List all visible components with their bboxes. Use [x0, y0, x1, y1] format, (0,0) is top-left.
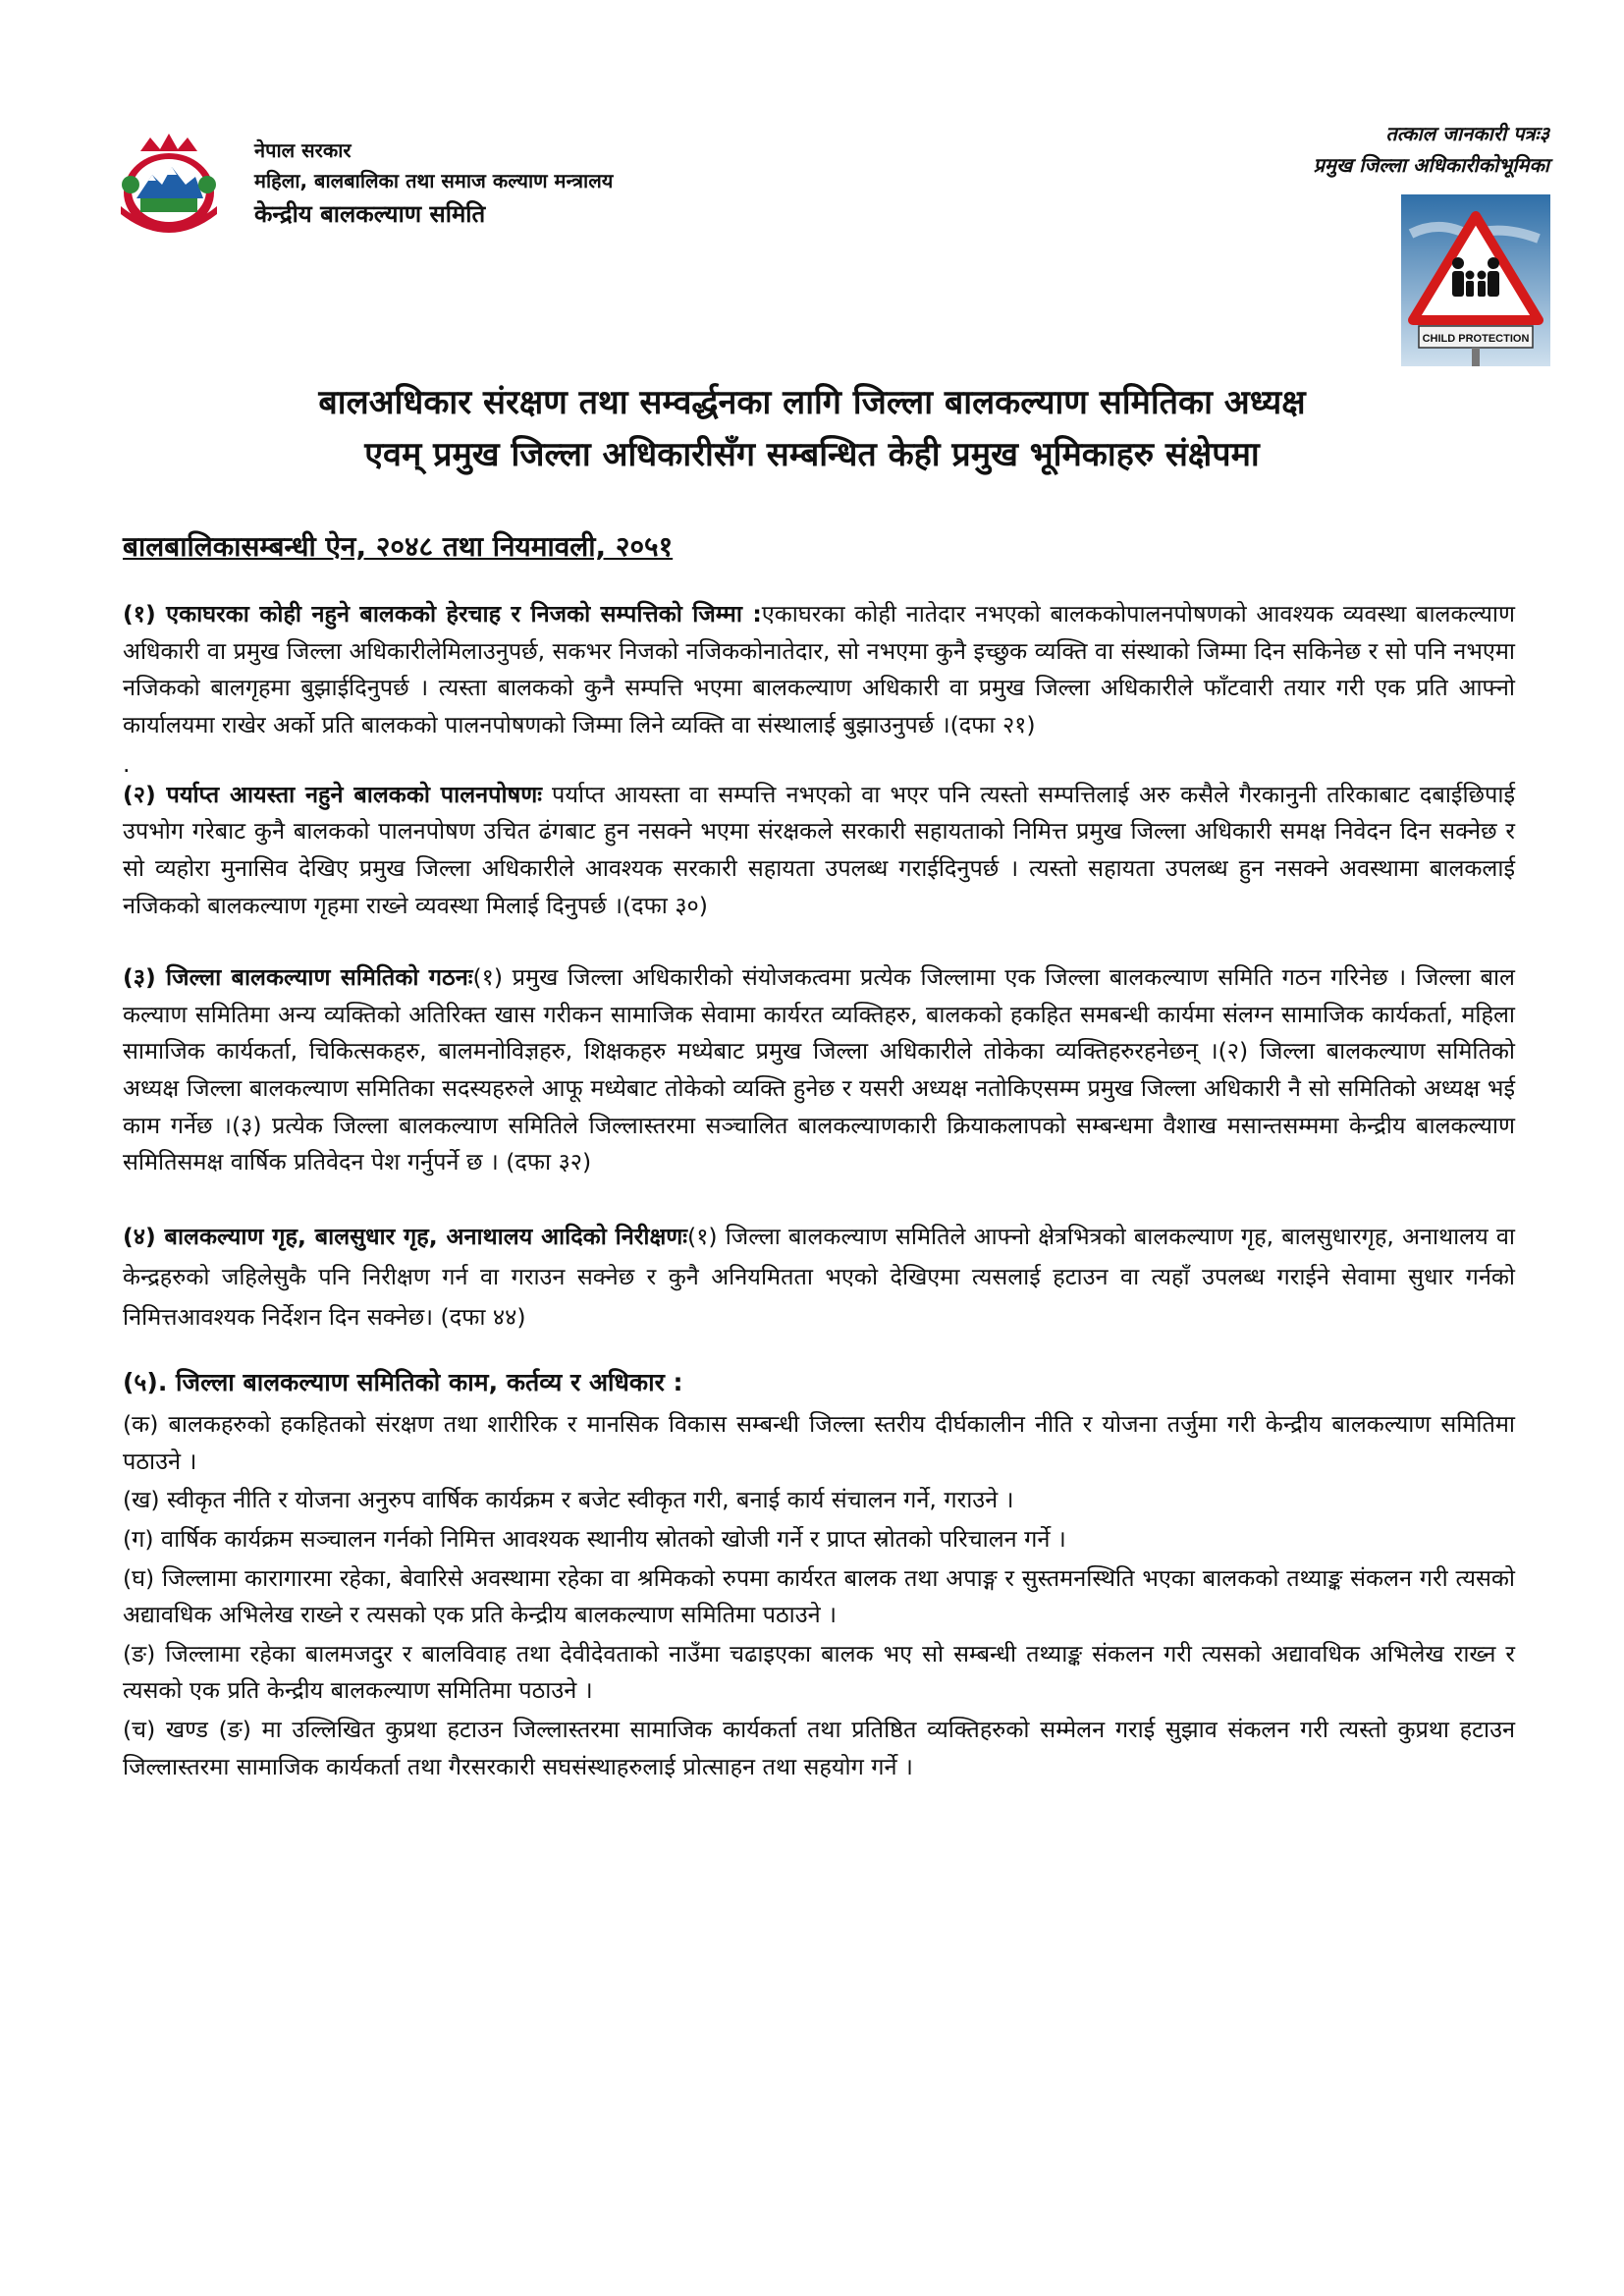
section-2-text — [123, 777, 1515, 924]
section-3 — [123, 959, 1515, 1181]
section-2-heading: (२) पर्याप्त आयस्ता नहुने बालकको पालनपोषणः — [123, 780, 542, 808]
info-sheet-number: तत्काल जानकारी पत्रः३ — [1385, 122, 1549, 145]
info-sheet-label — [1314, 118, 1549, 181]
section-2-body: पर्याप्त आयस्ता वा सम्पत्ति नभएको वा भएर पनि त्यस्तो सम्पत्तिलाई अरु कसैले गैरकानुनी तरिकाबाट दबाईछिपाई उपभोग गरेबाट कुनै बालकको पालनपोषण उचित ढंगबाट हुन नसक्ने भएमा संरक्षकले सरकारी सहायताको निमित्त प्रमुख जिल्ला अधिकारी समक्ष निवेदन दिन सक्नेछ र सो व्यहोरा मुनासिव देखिए प्रमुख जिल्ला अधिकारीले आवश्यक सरकारी सहायता उपलब्ध गराईदिनुपर्छ । त्यस्तो सहायता उपलब्ध हुन नसक्ने अवस्थामा बालकलाई नजिकको बालकल्याण गृहमा राख्ने व्यवस्था मिलाई दिनुपर्छ ।(दफा ३०) — [123, 780, 1515, 919]
child-protection-image — [1401, 194, 1550, 366]
duty-item-kha: (ख) स्वीकृत नीति र योजना अनुरुप वार्षिक कार्यक्रम र बजेट स्वीकृत गरी, बनाई कार्य संचालन गर्ने, गराउने । — [123, 1486, 1014, 1514]
section-4 — [123, 1217, 1515, 1338]
nepal-government-emblem — [101, 130, 237, 247]
council-name: केन्द्रीय बालकल्याण समिति — [254, 200, 486, 228]
section-4-body: (१) जिल्ला बालकल्याण समितिले आफ्नो क्षेत्रभित्रको बालकल्याण गृह, बालसुधारगृह, अनाथालय वा केन्द्रहरुको जहिलेसुकै पनि निरीक्षण गर्न वा गराउन सक्नेछ र कुनै अनियमितता भएको देखिएमा त्यसलाई हटाउन वा त्यहाँ उपलब्ध गराईने सेवामा सुधार गर्नको निमित्तआवश्यक निर्देशन दिन सक्नेछ। (दफा ४४) — [123, 1222, 1515, 1332]
title-line-2: एवम् प्रमुख जिल्ला अधिकारीसँग सम्बन्धित केही प्रमुख भूमिकाहरु संक्षेपमा — [364, 434, 1260, 474]
section-3-body: (१) प्रमुख जिल्ला अधिकारीको संयोजकत्वमा प्रत्येक जिल्लामा एक जिल्ला बालकल्याण समिति गठन गरिनेछ । जिल्ला बाल कल्याण समितिमा अन्य व्यक्तिको अतिरिक्त खास गरीकन सामाजिक सेवामा कार्यरत व्यक्तिहरु, बालकको हकहित समबन्धी कार्यमा संलग्न सामाजिक कार्यकर्ता, महिला सामाजिक कार्यकर्ता, चिकित्सकहरु, बालमनोविज्ञहरु, शिक्षकहरु मध्येबाट प्रमुख जिल्ला अधिकारीले तोकेका व्यक्तिहरुरहनेछन् ।(२) जिल्ला बालकल्याण समितिको अध्यक्ष जिल्ला बालकल्याण समितिका सदस्यहरुले आफू मध्येबाट तोकेको व्यक्ति हुनेछ र यसरी अध्यक्ष नतोकिएसम्म प्रमुख जिल्ला अधिकारी नै सो समितिको अध्यक्ष भई काम गर्नेछ ।(३) प्रत्येक जिल्ला बालकल्याण समितिले जिल्लास्तरमा सञ्चालित बालकल्याणकारी क्रियाकलापको सम्बन्धमा वैशाख मसान्तसम्ममा केन्द्रीय बालकल्याण समितिसमक्ष वार्षिक प्रतिवेदन पेश गर्नुपर्ने छ । (दफा ३२) — [123, 963, 1515, 1176]
duty-item-nga: (ङ) जिल्लामा रहेका बालमजदुर र बालविवाह तथा देवीदेवताको नाउँमा चढाइएका बालक भए सो सम्बन्धी तथ्याङ्क संकलन गरी त्यसको अद्यावधिक अभिलेख राख्न र त्यसको एक प्रति केन्द्रीय बालकल्याण समितिमा पठाउने । — [123, 1639, 1515, 1705]
duty-item-gha: (घ) जिल्लामा कारागारमा रहेका, बेवारिसे अवस्थामा रहेका वा श्रमिकको रुपमा कार्यरत बालक तथा अपाङ्ग र सुस्तमनस्थिति भएका बालकको तथ्याङ्क संकलन गरी त्यसको अद्यावधिक अभिलेख राख्ने र त्यसको एक प्रति केन्द्रीय बालकल्याण समितिमा पठाउने । — [123, 1563, 1515, 1629]
duty-item-ka: (क) बालकहरुको हकहितको संरक्षण तथा शारीरिक र मानसिक विकास सम्बन्धी जिल्ला स्तरीय दीर्घकालीन नीति र योजना तर्जुमा गरी केन्द्रीय बालकल्याण समितिमा पठाउने । — [123, 1410, 1515, 1475]
government-name: नेपाल सरकार — [254, 138, 352, 162]
document-title — [0, 377, 1624, 480]
office-header — [254, 136, 613, 233]
section-3-heading: (३) जिल्ला बालकल्याण समितिको गठनः — [123, 963, 473, 992]
section-3-text — [123, 959, 1515, 1181]
ministry-name: महिला, बालबालिका तथा समाज कल्याण मन्त्रालय — [254, 169, 614, 192]
section-1 — [123, 596, 1515, 743]
section-1-body: एकाघरका कोही नातेदार नभएको बालककोपालनपोषणको आवश्यक व्यवस्था बालकल्याण अधिकारी वा प्रमुख जिल्ला अधिकारीलेमिलाउनुपर्छ, सकभर निजको नजिककोनातेदार, सो नभएमा कुनै इच्छुक व्यक्ति वा संस्थाको जिम्मा दिन सकिनेछ र सो पनि नभएमा नजिकको बालगृहमा बुझाईदिनुपर्छ । त्यस्ता बालकको कुनै सम्पत्ति भएमा बालकल्याण अधिकारी वा प्रमुख जिल्ला अधिकारीले फाँटवारी तयार गरी एक प्रति आफ्नो कार्यालयमा राखेर अर्को प्रति बालकको पालनपोषणको जिम्मा लिने व्यक्ति वा संस्थालाई बुझाउनुपर्छ ।(दफा २१) — [123, 600, 1515, 738]
child-protection-sign-text: CHILD PROTECTION — [1422, 333, 1530, 345]
section-1-text — [123, 596, 1515, 743]
section-4-heading: (४) बालकल्याण गृह, बालसुधार गृह, अनाथालय आदिको निरीक्षणः — [123, 1222, 688, 1250]
title-line-1: बालअधिकार संरक्षण तथा सम्वर्द्धनका लागि जिल्ला बालकल्याण समितिका अध्यक्ष — [318, 383, 1306, 422]
duty-item-ga: (ग) वार्षिक कार्यक्रम सञ्चालन गर्नको निमित्त आवश्यक स्थानीय स्रोतको खोजी गर्ने र प्राप्त स्रोतको परिचालन गर्ने । — [123, 1524, 1066, 1553]
section-5 — [123, 1363, 1515, 1785]
section-1-heading: (१) एकाघरका कोही नहुने बालकको हेरचाह र निजको सम्पत्तिको जिम्मा : — [123, 600, 762, 628]
section-4-text — [123, 1217, 1515, 1338]
stray-dot: . — [123, 750, 131, 779]
section-5-heading: (५). जिल्ला बालकल्याण समितिको काम, कर्तव्य र अधिकार : — [123, 1368, 683, 1397]
duty-item-cha: (च) खण्ड (ङ) मा उल्लिखित कुप्रथा हटाउन जिल्लास्तरमा सामाजिक कार्यकर्ता तथा प्रतिष्ठित व्यक्तिहरुको सम्मेलन गराई सुझाव संकलन गरी त्यस्तो कुप्रथा हटाउन जिल्लास्तरमा सामाजिक कार्यकर्ता तथा गैरसरकारी सघसंस्थाहरुलाई प्रोत्साहन तथा सहयोग गर्ने । — [123, 1715, 1515, 1780]
act-heading: बालबालिकासम्बन्धी ऐन, २०४८ तथा नियमावली, २०५१ — [123, 530, 674, 563]
info-sheet-topic: प्रमुख जिल्ला अधिकारीकोभूमिका — [1313, 153, 1549, 177]
section-2 — [123, 777, 1515, 924]
document-body — [123, 596, 1515, 1821]
